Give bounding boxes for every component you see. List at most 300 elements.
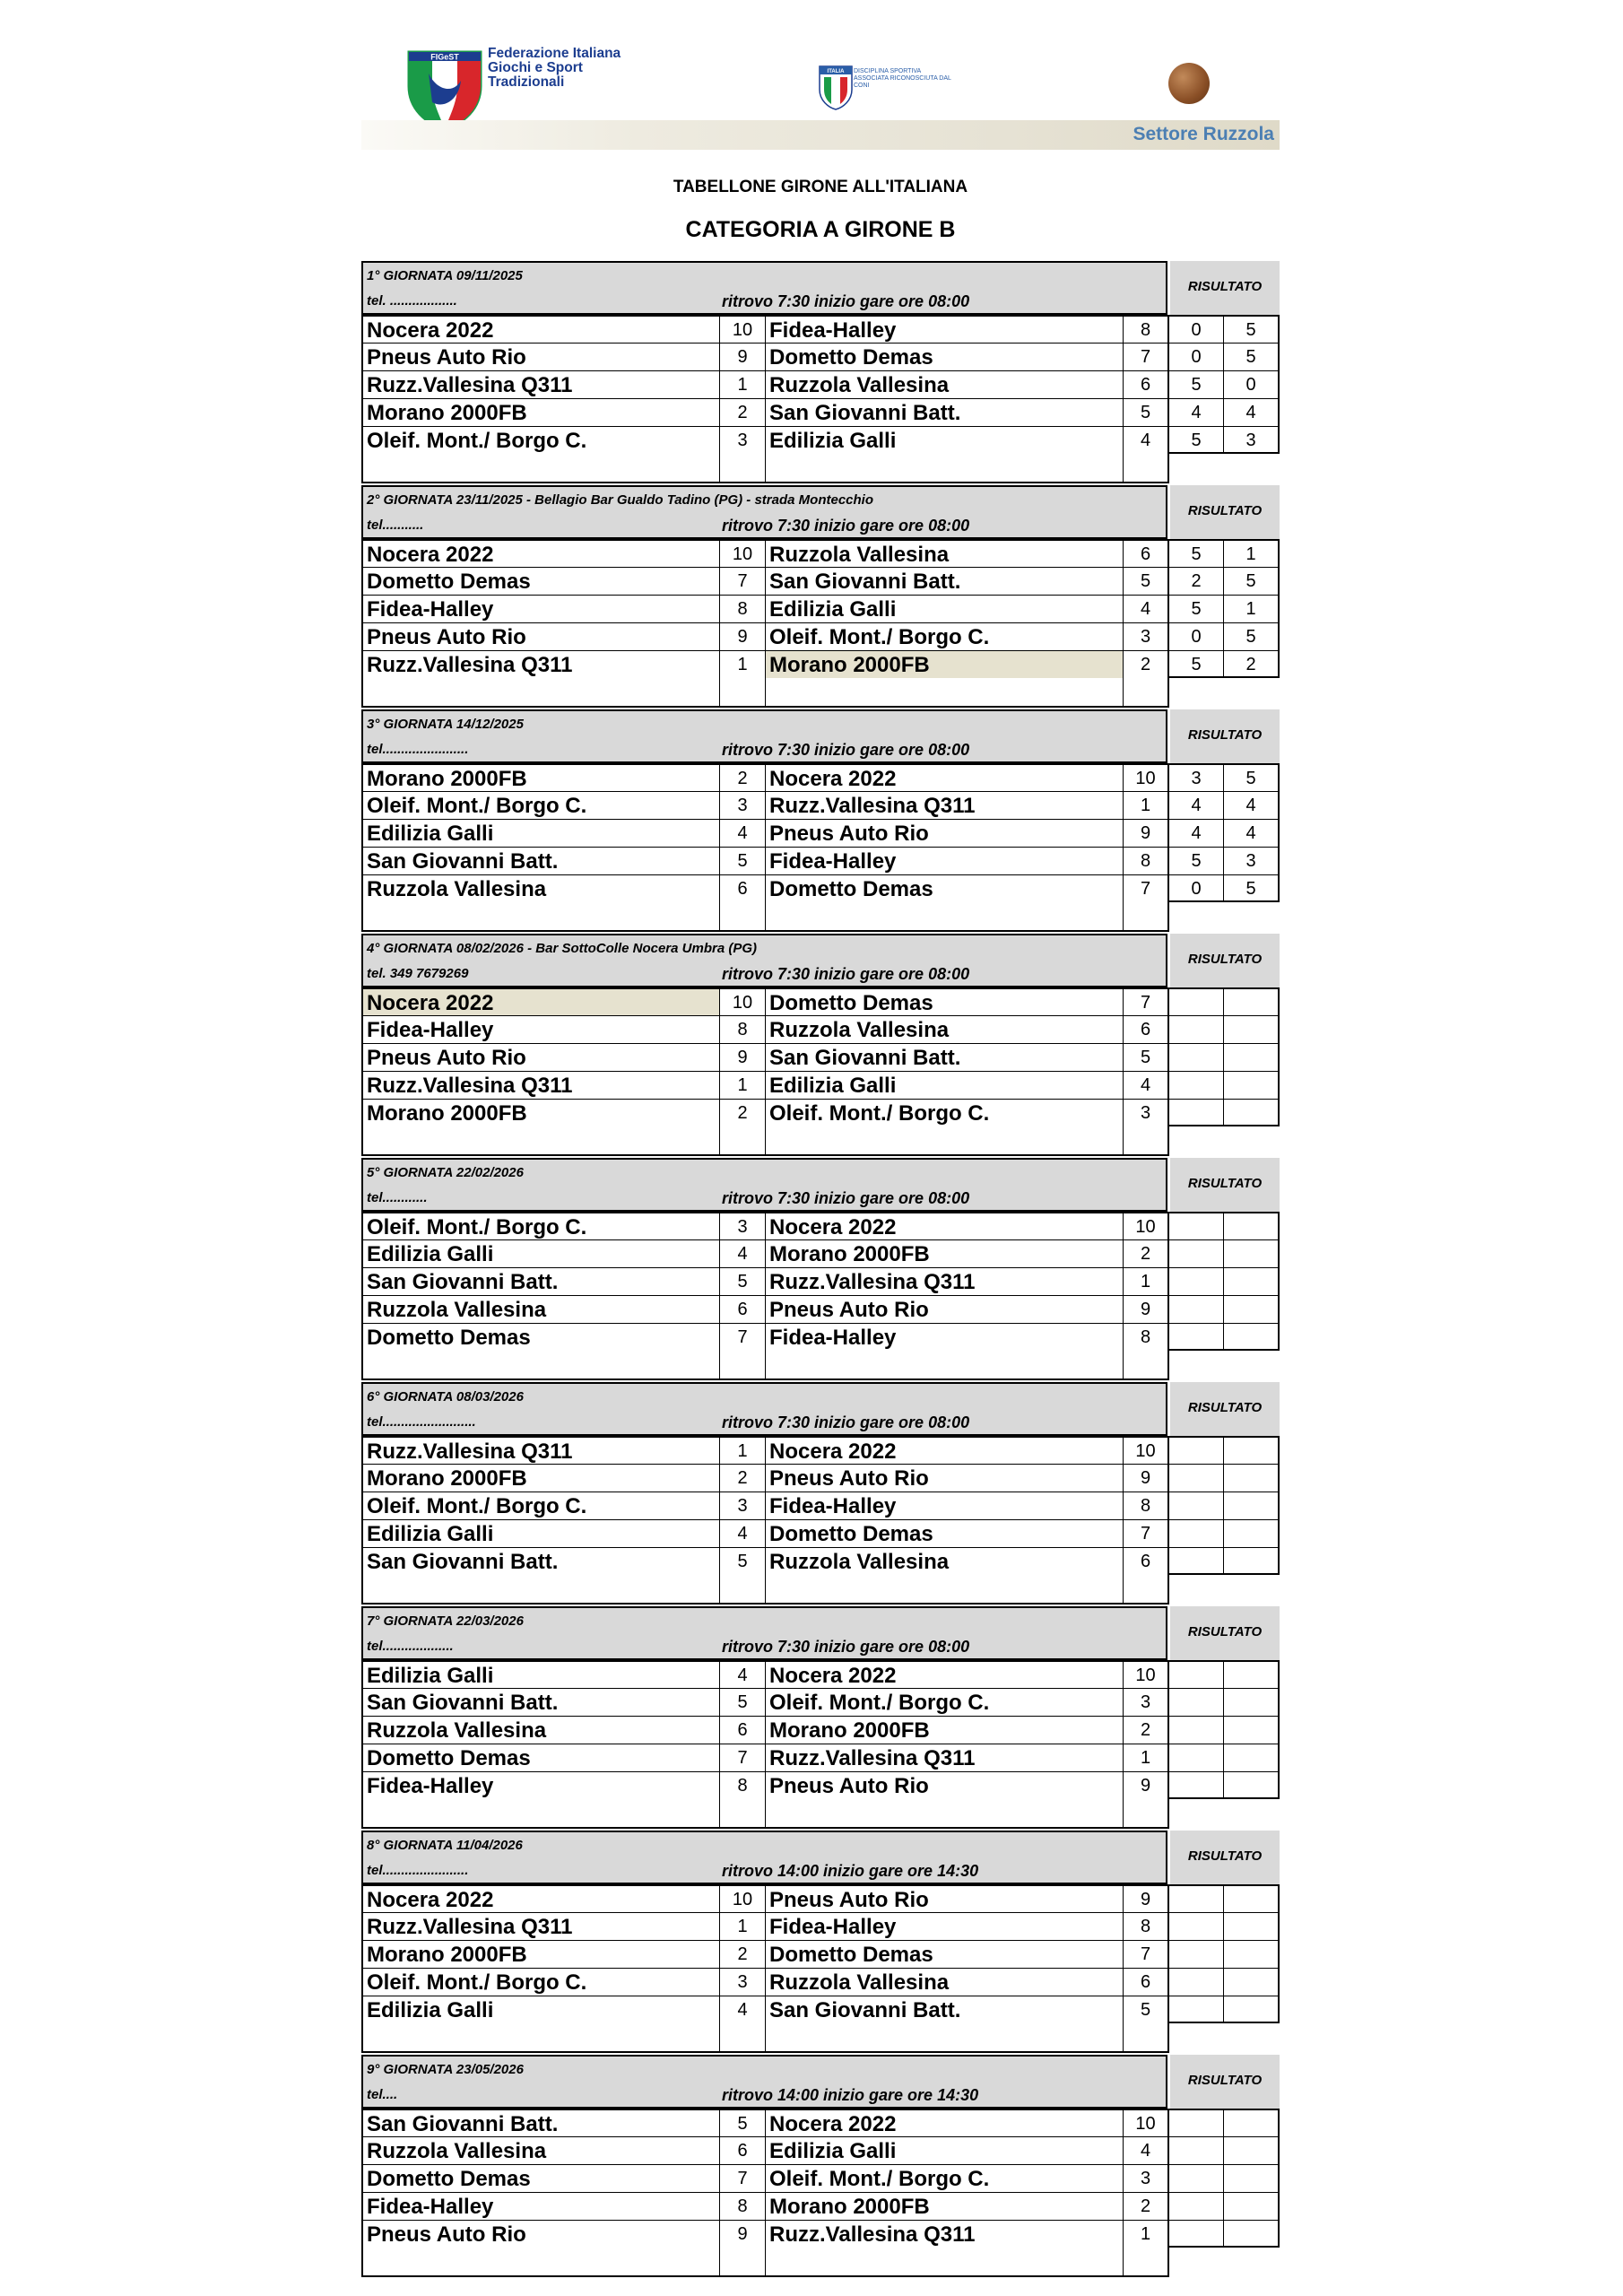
match-row <box>361 567 1280 595</box>
home-team: Ruzz.Vallesina Q311 <box>361 650 719 678</box>
round-header <box>361 1382 1167 1436</box>
away-team-number: 3 <box>1123 2164 1169 2192</box>
home-score <box>1169 2136 1224 2164</box>
spacer-cell <box>765 1126 766 1154</box>
result-header <box>1170 1158 1280 1212</box>
home-score <box>1169 1436 1224 1464</box>
spacer-cell <box>765 2023 766 2051</box>
home-team-number: 4 <box>719 1239 765 1267</box>
home-team: Ruzz.Vallesina Q311 <box>361 1912 719 1940</box>
round-bottom-rule <box>361 930 1169 932</box>
round-meeting-time: ritrovo 7:30 inizio gare ore 08:00 <box>722 1638 970 1656</box>
home-team-number: 3 <box>719 1492 765 1519</box>
round-phone: tel........... <box>367 517 424 533</box>
round-bottom-rule <box>361 1603 1169 1605</box>
away-team: San Giovanni Batt. <box>765 1996 1123 2023</box>
away-team-number: 2 <box>1123 650 1169 678</box>
spacer-cell <box>361 2023 363 2051</box>
home-team: Pneus Auto Rio <box>361 622 719 650</box>
home-team: Edilizia Galli <box>361 1239 719 1267</box>
home-team: Nocera 2022 <box>361 1884 719 1912</box>
away-score <box>1224 1660 1280 1688</box>
match-row <box>361 847 1280 874</box>
away-score <box>1224 1099 1280 1126</box>
spacer-cell <box>719 902 720 930</box>
home-score <box>1169 1015 1224 1043</box>
home-team: Pneus Auto Rio <box>361 1043 719 1071</box>
round-block <box>361 2055 1280 2259</box>
away-team-number: 1 <box>1123 1744 1169 1771</box>
away-team: Pneus Auto Rio <box>765 1295 1123 1323</box>
away-team: Morano 2000FB <box>765 1239 1123 1267</box>
match-row <box>361 426 1280 454</box>
home-score <box>1169 2192 1224 2220</box>
match-row <box>361 1071 1280 1099</box>
home-team-number: 5 <box>719 1547 765 1575</box>
away-score <box>1224 2164 1280 2192</box>
home-score <box>1169 1968 1224 1996</box>
away-team: Dometto Demas <box>765 1519 1123 1547</box>
round-bottom-rule <box>361 1827 1169 1829</box>
home-team: Pneus Auto Rio <box>361 343 719 370</box>
home-score: 5 <box>1169 847 1224 874</box>
spacer-cell <box>1167 902 1169 930</box>
away-score <box>1224 1323 1280 1351</box>
home-team-number: 6 <box>719 1295 765 1323</box>
away-score <box>1224 1968 1280 1996</box>
spacer-row <box>361 454 1169 482</box>
away-team-number: 4 <box>1123 426 1169 454</box>
away-score <box>1224 2136 1280 2164</box>
away-score <box>1224 1716 1280 1744</box>
away-team: Fidea-Halley <box>765 847 1123 874</box>
away-team-number: 5 <box>1123 1043 1169 1071</box>
result-header <box>1170 1606 1280 1660</box>
home-score: 0 <box>1169 874 1224 902</box>
away-team: Fidea-Halley <box>765 1323 1123 1351</box>
away-score: 5 <box>1224 343 1280 370</box>
away-score: 5 <box>1224 622 1280 650</box>
home-team: Morano 2000FB <box>361 763 719 791</box>
away-team: Pneus Auto Rio <box>765 1464 1123 1492</box>
home-team-number: 10 <box>719 539 765 567</box>
spacer-cell <box>719 2248 720 2275</box>
home-team: Ruzz.Vallesina Q311 <box>361 1071 719 1099</box>
federation-name <box>488 47 621 90</box>
spacer-cell <box>765 1351 766 1378</box>
spacer-cell <box>719 2023 720 2051</box>
home-score <box>1169 1043 1224 1071</box>
home-team: Fidea-Halley <box>361 595 719 622</box>
match-row <box>361 874 1280 902</box>
away-team: Dometto Demas <box>765 987 1123 1015</box>
home-team-number: 10 <box>719 1884 765 1912</box>
match-row <box>361 1267 1280 1295</box>
away-team: Oleif. Mont./ Borgo C. <box>765 1688 1123 1716</box>
figest-shield-icon <box>405 47 484 131</box>
away-team: San Giovanni Batt. <box>765 567 1123 595</box>
coni-logo <box>818 63 961 115</box>
away-score <box>1224 1688 1280 1716</box>
round-heading: 6° GIORNATA 08/03/2026 <box>367 1389 524 1405</box>
home-score <box>1169 1547 1224 1575</box>
round-heading: 2° GIORNATA 23/11/2025 - Bellagio Bar Gualdo Tadino (PG) - strada Montecchio <box>367 492 873 508</box>
home-team: Ruzzola Vallesina <box>361 1295 719 1323</box>
away-score <box>1224 1043 1280 1071</box>
home-team-number: 5 <box>719 1688 765 1716</box>
home-team-number: 2 <box>719 1940 765 1968</box>
round-header <box>361 934 1167 987</box>
home-team-number: 6 <box>719 2136 765 2164</box>
spacer-row <box>361 902 1169 930</box>
match-row <box>361 1323 1280 1351</box>
spacer-cell <box>719 678 720 706</box>
home-score <box>1169 1771 1224 1799</box>
away-score: 2 <box>1224 650 1280 678</box>
match-row <box>361 398 1280 426</box>
away-score <box>1224 1744 1280 1771</box>
round-phone: tel......................... <box>367 1414 476 1430</box>
round-block <box>361 485 1280 690</box>
away-score: 4 <box>1224 791 1280 819</box>
match-row <box>361 1688 1280 1716</box>
match-row <box>361 1043 1280 1071</box>
away-team: Nocera 2022 <box>765 1660 1123 1688</box>
away-team-number: 7 <box>1123 874 1169 902</box>
away-team: Nocera 2022 <box>765 763 1123 791</box>
round-phone: tel.... <box>367 2087 398 2102</box>
home-team-number: 1 <box>719 1436 765 1464</box>
round-meeting-time: ritrovo 14:00 inizio gare ore 14:30 <box>722 1862 979 1880</box>
away-team-number: 4 <box>1123 1071 1169 1099</box>
away-team-number: 4 <box>1123 2136 1169 2164</box>
away-team-number: 6 <box>1123 1968 1169 1996</box>
home-team: Oleif. Mont./ Borgo C. <box>361 1968 719 1996</box>
away-team: Dometto Demas <box>765 874 1123 902</box>
away-team: Dometto Demas <box>765 343 1123 370</box>
document-title: TABELLONE GIRONE ALL'ITALIANA <box>673 178 968 196</box>
away-score: 4 <box>1224 819 1280 847</box>
matches-table <box>361 763 1280 904</box>
away-team: Ruzz.Vallesina Q311 <box>765 2220 1123 2248</box>
away-score: 5 <box>1224 763 1280 791</box>
away-team: Morano 2000FB <box>765 2192 1123 2220</box>
result-header <box>1170 2055 1280 2109</box>
match-row <box>361 1239 1280 1267</box>
round-block <box>361 1158 1280 1362</box>
spacer-cell <box>361 902 363 930</box>
match-row <box>361 1996 1280 2023</box>
home-team-number: 1 <box>719 1912 765 1940</box>
match-row <box>361 1884 1280 1912</box>
spacer-cell <box>719 1575 720 1603</box>
home-team-number: 3 <box>719 426 765 454</box>
away-team-number: 8 <box>1123 315 1169 343</box>
round-meeting-time: ritrovo 7:30 inizio gare ore 08:00 <box>722 741 970 759</box>
away-team-number: 7 <box>1123 1940 1169 1968</box>
away-score <box>1224 1547 1280 1575</box>
match-row <box>361 539 1280 567</box>
home-team-number: 7 <box>719 1744 765 1771</box>
round-heading: 3° GIORNATA 14/12/2025 <box>367 717 524 732</box>
away-team-number: 7 <box>1123 1519 1169 1547</box>
away-score: 3 <box>1224 426 1280 454</box>
result-label: RISULTATO <box>1187 503 1263 518</box>
spacer-cell <box>361 1799 363 1827</box>
home-team: Morano 2000FB <box>361 1464 719 1492</box>
result-header <box>1170 1831 1280 1884</box>
home-score: 0 <box>1169 315 1224 343</box>
home-score <box>1169 1660 1224 1688</box>
home-team-number: 9 <box>719 1043 765 1071</box>
document-subtitle: CATEGORIA A GIRONE B <box>685 217 956 242</box>
home-team: Dometto Demas <box>361 1323 719 1351</box>
sector-band <box>361 120 1280 150</box>
away-team: Edilizia Galli <box>765 2136 1123 2164</box>
round-header <box>361 1158 1167 1212</box>
away-team: Pneus Auto Rio <box>765 1771 1123 1799</box>
away-score <box>1224 1771 1280 1799</box>
home-score: 2 <box>1169 567 1224 595</box>
home-team-number: 2 <box>719 763 765 791</box>
home-score <box>1169 1744 1224 1771</box>
home-team: Oleif. Mont./ Borgo C. <box>361 1212 719 1239</box>
round-heading: 1° GIORNATA 09/11/2025 <box>367 268 523 283</box>
away-team: San Giovanni Batt. <box>765 1043 1123 1071</box>
home-team-number: 4 <box>719 1996 765 2023</box>
spacer-cell <box>1123 1799 1124 1827</box>
italia-badge-text: ITALIA <box>827 69 845 74</box>
away-team-number: 2 <box>1123 1239 1169 1267</box>
away-team-number: 6 <box>1123 370 1169 398</box>
away-team-number: 8 <box>1123 1492 1169 1519</box>
result-label: RISULTATO <box>1187 727 1263 743</box>
spacer-cell <box>765 454 766 482</box>
home-team: Ruzzola Vallesina <box>361 874 719 902</box>
match-row <box>361 595 1280 622</box>
round-header <box>361 261 1167 315</box>
away-team: Oleif. Mont./ Borgo C. <box>765 2164 1123 2192</box>
home-team-number: 4 <box>719 1660 765 1688</box>
away-team-number: 10 <box>1123 2109 1169 2136</box>
spacer-cell <box>765 902 766 930</box>
away-team-number: 3 <box>1123 1688 1169 1716</box>
result-header <box>1170 934 1280 987</box>
home-team-number: 10 <box>719 987 765 1015</box>
round-meeting-time: ritrovo 7:30 inizio gare ore 08:00 <box>722 1189 970 1207</box>
result-label: RISULTATO <box>1187 2073 1263 2088</box>
away-team-number: 10 <box>1123 1436 1169 1464</box>
round-phone: tel....................... <box>367 1863 469 1878</box>
match-row <box>361 1968 1280 1996</box>
spacer-cell <box>361 1575 363 1603</box>
match-row <box>361 763 1280 791</box>
spacer-row <box>361 2023 1169 2051</box>
away-team-number: 4 <box>1123 595 1169 622</box>
away-score: 1 <box>1224 539 1280 567</box>
result-header <box>1170 709 1280 763</box>
match-row <box>361 2164 1280 2192</box>
figest-logo <box>405 47 621 131</box>
away-score <box>1224 1492 1280 1519</box>
home-score: 5 <box>1169 539 1224 567</box>
sector-label: Settore Ruzzola <box>1133 124 1274 144</box>
round-phone: tel....................... <box>367 742 469 757</box>
away-team: Morano 2000FB <box>765 650 1123 678</box>
home-team-number: 6 <box>719 1716 765 1744</box>
spacer-cell <box>765 2248 766 2275</box>
match-row <box>361 370 1280 398</box>
away-team: Dometto Demas <box>765 1940 1123 1968</box>
away-team: Edilizia Galli <box>765 595 1123 622</box>
away-team: Oleif. Mont./ Borgo C. <box>765 1099 1123 1126</box>
home-team: Nocera 2022 <box>361 315 719 343</box>
away-team: Pneus Auto Rio <box>765 1884 1123 1912</box>
home-score: 5 <box>1169 650 1224 678</box>
home-team-number: 9 <box>719 343 765 370</box>
home-team: Edilizia Galli <box>361 1660 719 1688</box>
away-team-number: 10 <box>1123 1212 1169 1239</box>
home-score <box>1169 987 1224 1015</box>
home-score <box>1169 1071 1224 1099</box>
spacer-cell <box>719 1126 720 1154</box>
away-score <box>1224 1436 1280 1464</box>
match-row <box>361 1547 1280 1575</box>
spacer-cell <box>1123 902 1124 930</box>
home-score <box>1169 1519 1224 1547</box>
round-bottom-rule <box>361 482 1169 483</box>
away-team-number: 9 <box>1123 1771 1169 1799</box>
home-team-number: 5 <box>719 2109 765 2136</box>
spacer-cell <box>765 678 766 706</box>
home-score <box>1169 1323 1224 1351</box>
match-row <box>361 2109 1280 2136</box>
home-team-number: 3 <box>719 1212 765 1239</box>
home-team: Ruzz.Vallesina Q311 <box>361 370 719 398</box>
home-team: Oleif. Mont./ Borgo C. <box>361 426 719 454</box>
round-heading: 8° GIORNATA 11/04/2026 <box>367 1838 523 1853</box>
away-score <box>1224 1519 1280 1547</box>
round-block <box>361 1606 1280 1811</box>
matches-table <box>361 315 1280 456</box>
round-header <box>361 1831 1167 1884</box>
match-row <box>361 343 1280 370</box>
away-team: Nocera 2022 <box>765 2109 1123 2136</box>
away-team-number: 10 <box>1123 763 1169 791</box>
round-header <box>361 1606 1167 1660</box>
away-team: Nocera 2022 <box>765 1212 1123 1239</box>
away-score: 5 <box>1224 315 1280 343</box>
away-team: Fidea-Halley <box>765 315 1123 343</box>
round-phone: tel............ <box>367 1190 428 1205</box>
away-score <box>1224 1295 1280 1323</box>
round-phone: tel................... <box>367 1639 454 1654</box>
round-meeting-time: ritrovo 7:30 inizio gare ore 08:00 <box>722 965 970 983</box>
away-score <box>1224 1464 1280 1492</box>
home-team: Morano 2000FB <box>361 398 719 426</box>
spacer-row <box>361 678 1169 706</box>
spacer-cell <box>1123 2248 1124 2275</box>
round-phone: tel. 349 7679269 <box>367 966 469 981</box>
home-score <box>1169 1716 1224 1744</box>
matches-table <box>361 2109 1280 2249</box>
match-row <box>361 1099 1280 1126</box>
match-row <box>361 1660 1280 1688</box>
spacer-row <box>361 1799 1169 1827</box>
round-block <box>361 261 1280 465</box>
away-team-number: 9 <box>1123 1295 1169 1323</box>
ruzzola-disc-icon <box>1168 63 1210 104</box>
home-score: 0 <box>1169 622 1224 650</box>
home-team-number: 9 <box>719 2220 765 2248</box>
home-team-number: 1 <box>719 1071 765 1099</box>
home-score <box>1169 1099 1224 1126</box>
match-row <box>361 791 1280 819</box>
spacer-row <box>361 1351 1169 1378</box>
home-team: Fidea-Halley <box>361 1015 719 1043</box>
home-team: San Giovanni Batt. <box>361 1267 719 1295</box>
round-meeting-time: ritrovo 7:30 inizio gare ore 08:00 <box>722 292 970 310</box>
away-team-number: 8 <box>1123 1323 1169 1351</box>
match-row <box>361 1492 1280 1519</box>
away-score: 3 <box>1224 847 1280 874</box>
away-team-number: 6 <box>1123 539 1169 567</box>
away-team-number: 10 <box>1123 1660 1169 1688</box>
home-team-number: 2 <box>719 1464 765 1492</box>
matches-table <box>361 1660 1280 1801</box>
home-team: Edilizia Galli <box>361 1996 719 2023</box>
home-team-number: 8 <box>719 1771 765 1799</box>
match-row <box>361 650 1280 678</box>
match-row <box>361 622 1280 650</box>
spacer-cell <box>1123 1351 1124 1378</box>
round-meeting-time: ritrovo 7:30 inizio gare ore 08:00 <box>722 517 970 535</box>
round-header <box>361 709 1167 763</box>
home-score: 4 <box>1169 791 1224 819</box>
home-team-number: 1 <box>719 650 765 678</box>
round-meeting-time: ritrovo 7:30 inizio gare ore 08:00 <box>722 1413 970 1431</box>
match-row <box>361 1519 1280 1547</box>
away-team-number: 1 <box>1123 2220 1169 2248</box>
round-heading: 9° GIORNATA 23/05/2026 <box>367 2062 524 2077</box>
home-score <box>1169 1464 1224 1492</box>
round-meeting-time: ritrovo 14:00 inizio gare ore 14:30 <box>722 2086 979 2104</box>
home-score: 4 <box>1169 398 1224 426</box>
spacer-cell <box>765 1799 766 1827</box>
spacer-cell <box>1123 1126 1124 1154</box>
away-team: San Giovanni Batt. <box>765 398 1123 426</box>
away-team: Edilizia Galli <box>765 426 1123 454</box>
away-team-number: 6 <box>1123 1547 1169 1575</box>
away-team-number: 6 <box>1123 1015 1169 1043</box>
away-team: Ruzz.Vallesina Q311 <box>765 1267 1123 1295</box>
away-team: Ruzzola Vallesina <box>765 1015 1123 1043</box>
match-row <box>361 2220 1280 2248</box>
round-heading: 5° GIORNATA 22/02/2026 <box>367 1165 524 1180</box>
home-team: Morano 2000FB <box>361 1099 719 1126</box>
spacer-cell <box>361 678 363 706</box>
home-score: 5 <box>1169 370 1224 398</box>
federation-name-line-3: Tradizionali <box>488 74 565 90</box>
home-score: 0 <box>1169 343 1224 370</box>
round-heading: 7° GIORNATA 22/03/2026 <box>367 1613 524 1629</box>
home-team-number: 8 <box>719 595 765 622</box>
away-score <box>1224 2220 1280 2248</box>
home-team: Fidea-Halley <box>361 2192 719 2220</box>
matches-table <box>361 1884 1280 2025</box>
matches-table <box>361 987 1280 1128</box>
match-row <box>361 1940 1280 1968</box>
